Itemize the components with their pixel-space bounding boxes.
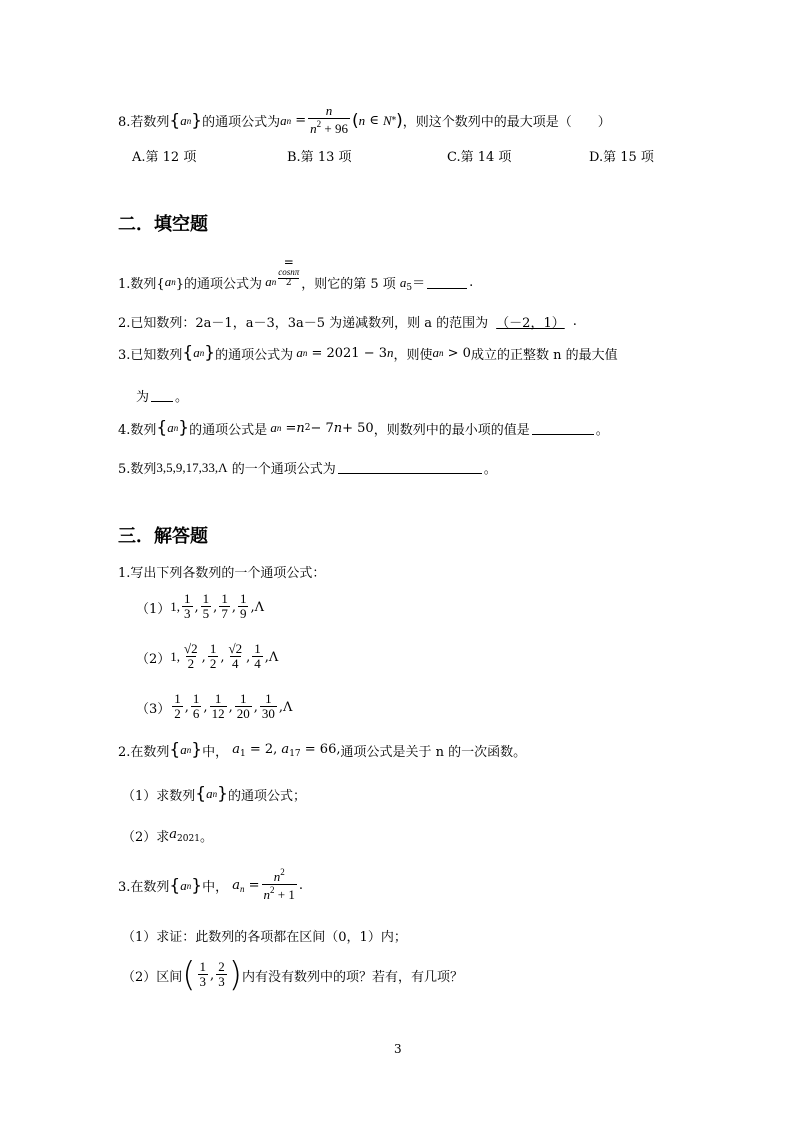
fill-q1-text-a: 1.数列{ <box>118 276 165 292</box>
fill-q1-frac-num: cosnπ <box>278 267 300 277</box>
solve-q2: 2.在数列 { a n } 中， $a_1 = 2$, $a_{17} = 66$, 通项公式是关于 n 的一次函数。 <box>118 740 527 760</box>
solve-q1-part3: （3） $\frac{1}{2}$ , $\frac{1}{6}$ , $\frac{1}{12}$ , $\frac{1}{20}$ , $\frac{1}{30}$ ,Λ <box>136 691 293 722</box>
solve-q3: 3.在数列 { a n } 中， $a_n$ = $\frac{n^2}{n^2 + 1}$ . <box>118 867 303 903</box>
fill-q1-text-c: ，则它的第 5 项 <box>301 276 396 292</box>
fill-q1-text-b: }的通项公式为 <box>175 276 262 292</box>
solve-q3-text-a: 3.在数列 <box>118 880 170 896</box>
solve-s3-label: （3） <box>136 701 171 717</box>
solve-q2-part2: （2）求 $a_{2021}$ 。 <box>122 827 213 845</box>
option-c: C.第 14 项 <box>447 150 512 165</box>
option-b: B.第 13 项 <box>287 150 352 165</box>
solve-q2-p1-text-a: （1）求数列 <box>122 788 196 804</box>
option-a: A.第 12 项 <box>132 150 197 165</box>
solve-q3-p2-text-b: 内有没有数列中的项？若有，有几项？ <box>241 969 463 985</box>
fill-q5-text-a: 5.数列 <box>118 462 157 477</box>
q8-prefix: 8.若数列 <box>118 115 170 131</box>
fill-q5-text-b: 的一个通项公式为 <box>231 462 336 477</box>
section-2-title: 二．填空题 <box>118 214 208 235</box>
fill-q5: 5.数列 3,5,9,17,33,Λ 的一个通项公式为 。 <box>118 459 497 477</box>
solve-q1-part2: （2） 1, $\frac{√2}{2}$ , $\frac{1}{2}$ , $\frac{√2}{4}$ , $\frac{1}{4}$ ,Λ <box>136 641 279 672</box>
fill-q3-blank[interactable] <box>151 389 173 402</box>
fill-q3-text-d: 成立的正整数 n 的最大值 <box>470 347 618 363</box>
fill-q3-text-c: ，则使 <box>393 347 433 363</box>
solve-q2-p2-text: （2）求 <box>122 830 170 845</box>
fill-q3-text-a: 3.已知数列 <box>118 347 183 363</box>
question-8: 8.若数列 { a n } 的通项公式为 a n = $\frac{n}{n^2 + 96}$ ( n ∈ N * ) ，则这个数列中的最大项是（ ） <box>118 103 611 137</box>
fill-q4-blank[interactable] <box>532 422 594 435</box>
q8-formula: $\frac{n}{n^2 + 96}$ <box>310 103 348 137</box>
fill-q4-text-c: ，则数列中的最小项的值是 <box>373 422 530 438</box>
fill-q3-cont: 为 。 <box>136 386 188 405</box>
fill-q4-text-a: 4.数列 <box>118 422 157 438</box>
option-d: D.第 15 项 <box>589 150 654 165</box>
solve-q3-text-b: 中， <box>202 880 229 896</box>
solve-s2-label: （2） <box>136 651 171 667</box>
section-3-title: 三．解答题 <box>118 526 208 547</box>
solve-s1-label: （1） <box>136 601 171 617</box>
fill-q4-text-b: 的通项公式是 <box>189 422 268 438</box>
fill-q1-frac-den: 2 <box>285 277 292 288</box>
solve-q2-part1: （1）求数列 { a n } 的通项公式； <box>122 784 306 804</box>
fill-q2-answer[interactable]: （－2，1） <box>496 316 565 331</box>
solve-q3-part2: （2）区间 ( $\frac{1}{3}$ , $\frac{2}{3}$ ) 内有没有数列中的项？若有，有几项？ <box>122 955 463 995</box>
solve-q1-part1: （1） 1, $\frac{1}{3}$ , $\frac{1}{5}$ , $\frac{1}{7}$ , $\frac{1}{9}$ ,Λ <box>136 591 264 622</box>
fill-q4: 4.数列 { a n } 的通项公式是 a n = n 2 − 7 n + 50 ，则数列中的最小项的值是 。 <box>118 418 609 438</box>
solve-q2-text-b: 中， <box>202 744 229 760</box>
q8-suffix: ，则这个数列中的最大项是（ ） <box>402 115 611 131</box>
solve-q2-text-a: 2.在数列 <box>118 744 170 760</box>
fill-q3-text-e: 为 <box>136 390 150 405</box>
solve-q1: 1.写出下列各数列的一个通项公式： <box>118 566 326 581</box>
fill-q1: 1.数列{ a n }的通项公式为 a n = cosnπ 2 ，则它的第 5 项 $a_5=$ . <box>118 255 474 293</box>
q8-mid: 的通项公式为 <box>202 115 281 131</box>
solve-q2-p1-text-b: 的通项公式； <box>227 788 306 804</box>
fill-q2-text: 2.已知数列：2a－1，a－3，3a－5 为递减数列，则 a 的范围为 <box>118 316 489 331</box>
page-number: 3 <box>394 1042 402 1056</box>
fill-q3-text-b: 的通项公式为 <box>215 347 294 363</box>
solve-q3-p2-text-a: （2）区间 <box>122 969 183 985</box>
fill-q3: 3.已知数列 { a n } 的通项公式为 a n = 2021 − 3 n ，则使 a n > 0 成立的正整数 n 的最大值 <box>118 343 618 363</box>
fill-q5-sequence: 3,5,9,17,33,Λ <box>156 459 228 475</box>
solve-q2-text-c: 通项公式是关于 n 的一次函数。 <box>340 744 527 760</box>
fill-q2: 2.已知数列：2a－1，a－3，3a－5 为递减数列，则 a 的范围为 （－2，1） . <box>118 314 577 331</box>
fill-q5-blank[interactable] <box>338 461 482 474</box>
fill-q1-blank[interactable] <box>427 276 467 289</box>
fill-q1-formula: = cosnπ 2 <box>278 255 300 288</box>
solve-q3-part1: （1）求证：此数列的各项都在区间（0，1）内； <box>122 930 407 945</box>
